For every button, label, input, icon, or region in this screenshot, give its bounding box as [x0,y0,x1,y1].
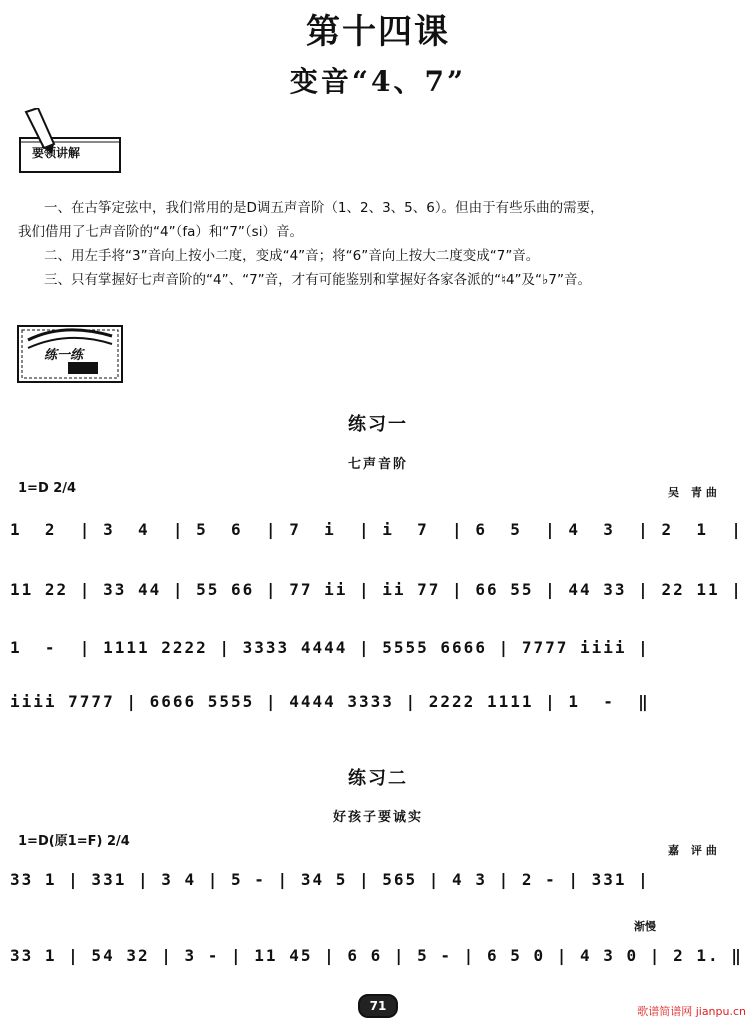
exercise2-key: 1=D(原1=F) 2/4 [18,834,130,849]
pencil-board-icon [14,108,124,178]
exercise2-staff-row-1: 33 1 | 331 | 3 4 | 5 - | 34 5 | 565 | 4 3 | 2 - | 331 | [10,870,650,889]
exercise1-staff-row-3: 1 - | 1111 2222 | 3333 4444 | 5555 6666 | 7777 iiii | [10,638,650,657]
exercise1-staff-row-1: 1 2 | 3 4 | 5 6 | 7 i | i 7 | 6 5 | 4 3 | 2 1 | [10,520,743,539]
lesson-title: 第十四课 [306,12,450,52]
point-1a: 一、在古筝定弦中，我们常用的是D调五声音阶（1、2、3、5、6）。但由于有些乐曲的需要， [44,200,604,216]
page-number: 71 [358,994,398,1018]
practice-logo [14,318,124,388]
point-1b: 我们借用了七声音阶的“4”（fa）和“7”（si）音。 [18,224,303,240]
exercise1-staff-row-4: iiii 7777 | 6666 5555 | 4444 3333 | 2222 1111 | 1 - ‖ [10,692,650,711]
exercise1-song-title: 七声音阶 [347,457,408,472]
key-points-logo [14,108,124,178]
tempo-marking: 渐慢 [634,920,656,933]
exercise1-key: 1=D 2/4 [18,481,77,496]
watermark-site-name: 歌谱简谱网 [637,1005,693,1018]
point-2: 二、用左手将“3”音向上按小二度，变成“4”音；将“6”音向上按大二度变成“7”音。 [44,248,540,264]
exercise2-title: 练习二 [348,768,408,789]
watermark [637,1003,746,1019]
point-3: 三、只有掌握好七声音阶的“4”、“7”音，才有可能鉴别和掌握好各家各派的“♮4”及“♭7”音。 [44,272,591,288]
exercise2-song-title: 好孩子要诚实 [332,810,423,825]
exercise1-staff-row-2: 11 22 | 33 44 | 55 66 | 77 ii | ii 77 | 66 55 | 44 33 | 22 11 | [10,580,743,599]
points-section [18,196,748,292]
key-points-label: 要领讲解 [32,146,81,160]
watermark-domain: jianpu.cn [695,1005,746,1018]
exercise1-title: 练习一 [348,414,408,435]
lesson-subtitle: 变音“4、7” [289,65,467,98]
exercise1-composer: 吴 青曲 [668,486,721,499]
exercise2-staff-row-2: 33 1 | 54 32 | 3 - | 11 45 | 6 6 | 5 - | 6 5 0 | 4 3 0 | 2 1. ‖ [10,946,743,965]
practice-label: 练一练 [44,348,84,363]
exercise2-composer: 嘉 评曲 [668,844,721,857]
